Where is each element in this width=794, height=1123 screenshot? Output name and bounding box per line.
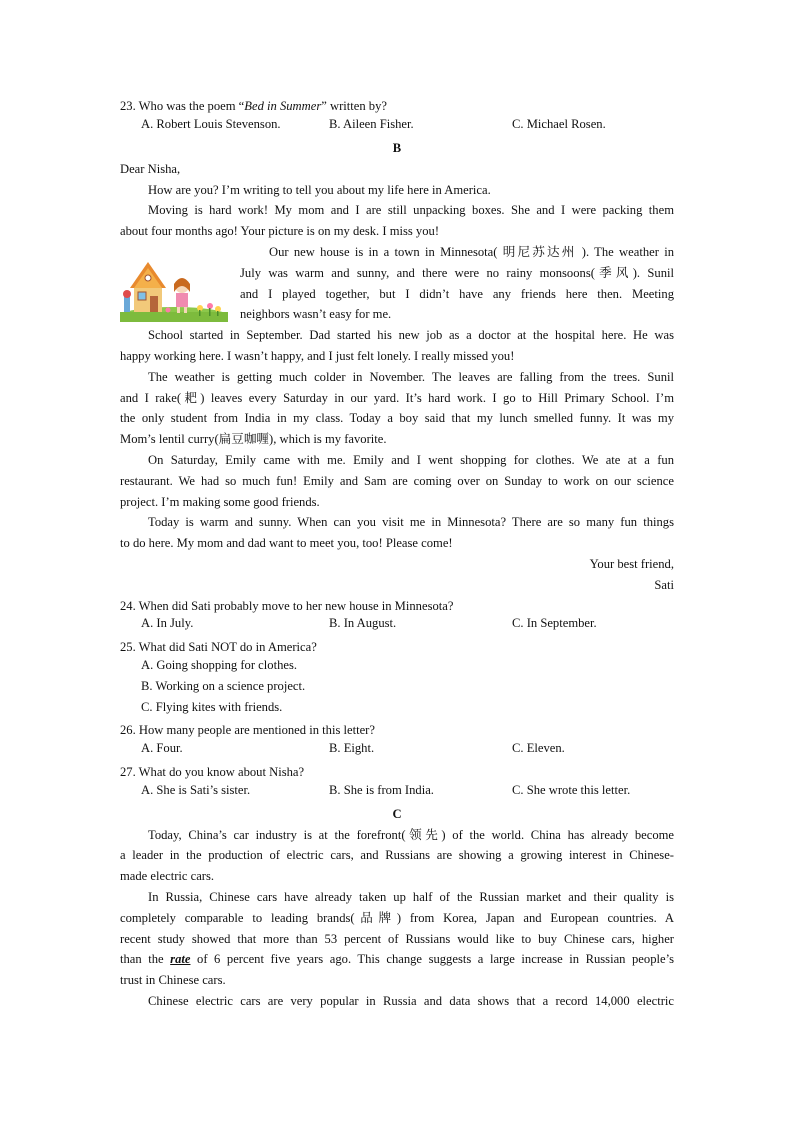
cartoon-house-girl-icon [120,256,228,322]
q26-option-c[interactable]: C. Eleven. [512,741,565,755]
q27-option-a[interactable]: A. She is Sati’s sister. [141,783,251,797]
section-b-label: B [392,141,402,155]
letter-line: and I played together, but I didn’t have any friends here then. Meeting [240,287,674,301]
q26-option-b[interactable]: B. Eight. [329,741,375,755]
q24-question: 24. When did Sati probably move to her new house in Minnesota? [120,599,454,613]
letter-line: restaurant. We had so much fun! Emily and Sam are coming over on Sunday to work on our science [120,474,674,488]
letter-line: and I rake(耙) leaves every Saturday in our yard. It’s hard work. I go to Hill Primary School. I’m [120,391,674,405]
q25-option-b[interactable]: B. Working on a science project. [141,679,306,693]
letter-line: happy working here. I wasn’t happy, and I just felt lonely. I really missed you! [120,349,515,363]
letter-line: neighbors wasn’t easy for me. [240,307,392,321]
letter-line: Today is warm and sunny. When can you visit me in Minnesota? There are so many fun things [148,515,674,529]
q24-option-c[interactable]: C. In September. [512,616,597,630]
letter-line: Moving is hard work! My mom and I are still unpacking boxes. She and I were packing them [148,203,674,217]
passage-line: completely comparable to leading brands(品牌) from Korea, Japan and European countries. A [120,911,674,925]
q27-option-c[interactable]: C. She wrote this letter. [512,783,631,797]
letter-line: July was warm and sunny, and there were no rainy monsoons(季风). Sunil [240,266,674,280]
rate-word: rate [170,952,191,966]
q27-option-b[interactable]: B. She is from India. [329,783,434,797]
q27-question: 27. What do you know about Nisha? [120,765,305,779]
passage-line: trust in Chinese cars. [120,973,226,987]
letter-salutation: Dear Nisha, [120,162,181,176]
passage-line: Chinese electric cars are very popular in Russia and data shows that a record 14,000 electric [148,994,674,1008]
section-c-label: C [392,807,402,821]
passage-line: Today, China’s car industry is at the forefront(领先) of the world. China has already become [148,828,674,842]
letter-line: School started in September. Dad started his new job as a doctor at the hospital here. He was [148,328,674,342]
q23-option-a[interactable]: A. Robert Louis Stevenson. [141,117,281,131]
q25-question: 25. What did Sati NOT do in America? [120,640,317,654]
q24-option-b[interactable]: B. In August. [329,616,397,630]
q23-question: 23. Who was the poem “Bed in Summer” written by? [120,99,387,113]
letter-line: project. I’m making some good friends. [120,495,320,509]
letter-line: the only student from India in my class. Today a boy said that my lunch smelled funny. It was my [120,411,674,425]
letter-line: On Saturday, Emily came with me. Emily and I went shopping for clothes. We ate at a fun [148,453,674,467]
letter-line: How are you? I’m writing to tell you about my life here in America. [148,183,491,197]
q25-option-a[interactable]: A. Going shopping for clothes. [141,658,298,672]
letter-line: The weather is getting much colder in November. The leaves are falling from the trees. Sunil [148,370,674,384]
letter-closing: Your best friend, [589,557,674,571]
q23-option-c[interactable]: C. Michael Rosen. [512,117,606,131]
letter-line: to do here. My mom and dad want to meet you, too! Please come! [120,536,453,550]
passage-line: made electric cars. [120,869,215,883]
q26-option-a[interactable]: A. Four. [141,741,183,755]
q25-option-c[interactable]: C. Flying kites with friends. [141,700,283,714]
letter-line: about four months ago! Your picture is on my desk. I miss you! [120,224,440,238]
passage-line-rate: than the rate of 6 percent five years ago. This change suggests a large increase in Russian people’s [120,952,674,966]
passage-line: recent study showed that more than 53 percent of Russians would like to buy Chinese cars, higher [120,932,674,946]
q26-question: 26. How many people are mentioned in this letter? [120,723,375,737]
letter-signature: Sati [654,578,674,592]
q24-option-a[interactable]: A. In July. [141,616,194,630]
letter-line: Our new house is in a town in Minnesota( 明尼苏达州 ). The weather in [269,245,674,259]
letter-line: Mom’s lentil curry(扁豆咖喱), which is my favorite. [120,432,387,446]
passage-line: a leader in the production of electric cars, and Russians are showing a growing interest in Chinese- [120,848,674,862]
passage-line: In Russia, Chinese cars have already taken up half of the Russian market and their quality is [148,890,674,904]
q23-option-b[interactable]: B. Aileen Fisher. [329,117,414,131]
